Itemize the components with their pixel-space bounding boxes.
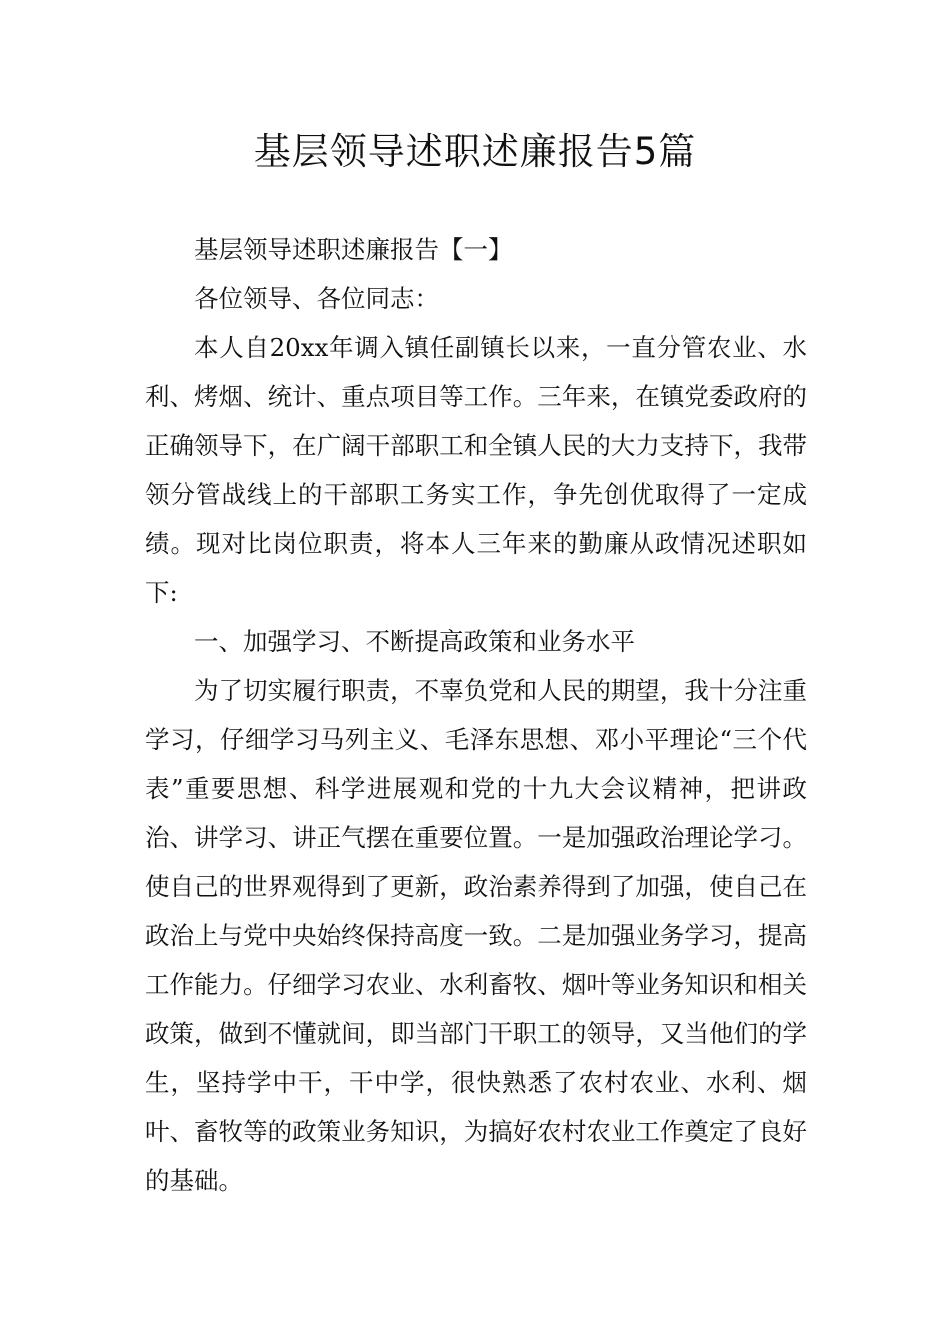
body-paragraph: 本人自20xx年调入镇任副镇长以来，一直分管农业、水利、烤烟、统计、重点项目等工作。三年来，在镇党委政府的正确领导下，在广阔干部职工和全镇人民的大力支持下，我带领分管战线上的干部职工务实工作，争先创优取得了一定成绩。现对比岗位职责，将本人三年来的勤廉从政情况述职如下: [145,333,807,607]
body-paragraph: 为了切实履行职责，不辜负党和人民的期望，我十分注重学习，仔细学习马列主义、毛泽东思想、邓小平理论“三个代表”重要思想、科学进展观和党的十九大会议精神，把讲政治、讲学习、讲正气摆在重要位置。一是加强政治理论学刁。使自己的世界观得到了更新，政治素养得到了加强，使自己在政治上与党中央始终保持高度一致。二是加强业务学习，提高工作能力。仔细学习农业、水利畜牧、烟叶等业务知识和相关政策，做到不懂就间，即当部门干职工的领导，又当他们的学生，坚持学中干，干中学，很快熟悉了农村农业、水利、烟叶、畜牧等的政策业务知识，为搞好农村农业工作奠定了良好的基础。 [145,676,807,1195]
document-title: 基层领导述职述廉报告5篇 [253,130,697,173]
section-heading: 基层领导述职述廉报告【一】 [194,235,513,264]
subsection-heading: 一、加强学习、不断提高政策和业务水平 [194,627,635,656]
document-body [145,225,807,1205]
salutation: 各位领导、各位同志： [194,284,439,313]
